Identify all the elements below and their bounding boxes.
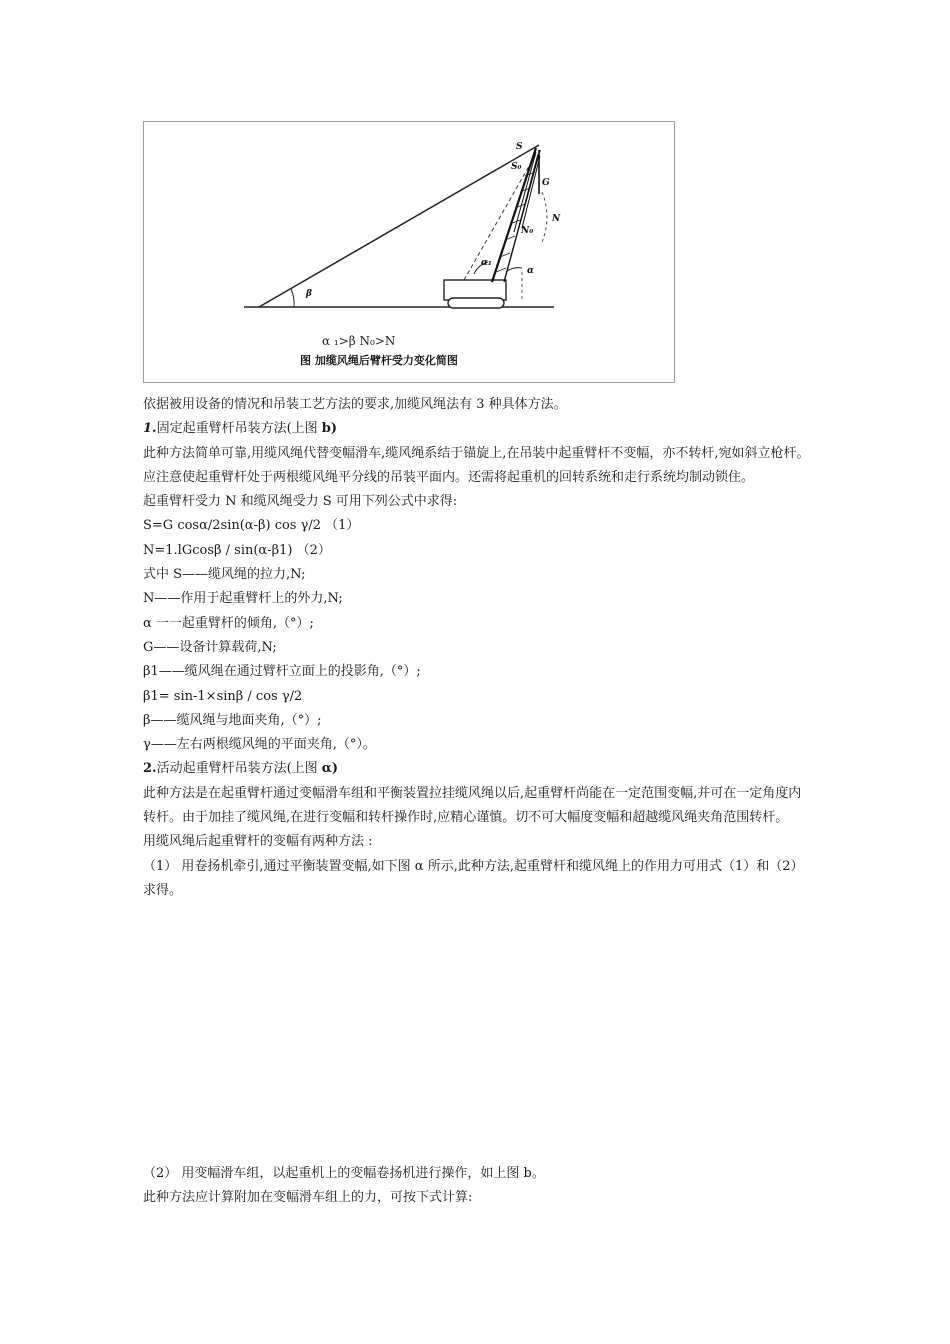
formula-beta1: β1= sin-1×sinβ / cos γ/2 <box>143 688 303 704</box>
definition-beta1: β1——缆风绳在通过臂杆立面上的投影角,（°）; <box>143 664 421 680</box>
paragraph-calc-intro: 此种方法应计算附加在变幅滑车组上的力，可按下式计算: <box>143 1190 473 1206</box>
heading-1-text: 固定起重臂杆吊装方法(上图 <box>156 421 322 437</box>
heading-1-close: ) <box>330 421 338 437</box>
paragraph-method-1: 此种方法简单可靠,用缆风绳代替变幅滑车,缆风绳系结于锚旋上,在吊装中起重臂杆不变幅，亦不转杆,宛如斜立枪杆。应注意使起重臂杆处于两根缆风绳平分线的吊装平面内。还需将起重机的回转系统和走行系统均制动锁住。 <box>143 445 810 485</box>
paragraph-luffing-2: （2） 用变幅滑车组，以起重机上的变幅卷扬机进行操作，如上图 b。 <box>143 1166 545 1181</box>
diagram-drawing <box>144 122 676 384</box>
crane-force-diagram <box>143 121 675 383</box>
paragraph-method-2: 此种方法是在起重臂杆通过变幅滑车组和平衡装置拉挂缆风绳以后,起重臂杆尚能在一定范围变幅,并可在一定角度内转杆。由于加挂了缆风绳,在进行变幅和转杆操作时,应精心谨慎。切不可大幅度变幅和超越缆风绳夹角范围转杆。 <box>143 785 802 826</box>
heading-2-number: 2. <box>143 761 157 777</box>
label-S: S <box>516 142 523 152</box>
heading-1-ref: b <box>321 421 331 437</box>
heading-1-number: 1. <box>143 421 157 437</box>
definition-G: G——设备计算载荷,N; <box>143 639 277 655</box>
figure-caption: 图 加缆风绳后臂杆受力变化简图 <box>300 354 458 367</box>
figure-relation-text: α ₁>β N₀>N <box>322 334 396 348</box>
label-alpha: α <box>527 266 534 276</box>
definition-N: N——作用于起重臂杆上的外力,N; <box>143 591 343 607</box>
definition-beta: β——缆风绳与地面夹角,（°）; <box>143 712 322 728</box>
document-body <box>143 393 811 903</box>
definition-alpha: α 一一起重臂杆的倾角,（°）; <box>143 615 314 631</box>
definition-gamma: γ——左右两根缆风绳的平面夹角,（°）。 <box>143 737 376 753</box>
section-heading-2 <box>143 757 811 781</box>
paragraph-luffing-intro: 用缆风绳后起重臂杆的变幅有两种方法 : <box>143 834 373 850</box>
crane-body <box>444 280 506 300</box>
label-alpha1: α₁ <box>481 258 492 268</box>
intro-paragraph: 依据被用设备的情况和吊装工艺方法的要求,加缆风绳法有 3 种具体方法。 <box>143 397 567 412</box>
definition-S: 式中 S——缆风绳的拉力,N; <box>143 567 306 583</box>
document-body-lower <box>143 1162 811 1211</box>
paragraph-luffing-1: （1） 用卷扬机牵引,通过平衡装置变幅,如下图 α 所示,此种方法,起重臂杆和缆风绳上的作用力可用式（1）和（2）求得。 <box>143 858 804 898</box>
label-S0: S₀ <box>511 162 522 172</box>
heading-2-close: ) <box>331 761 338 777</box>
label-N0: N₀ <box>521 226 534 236</box>
beta-arc <box>291 289 294 307</box>
heading-2-ref: α <box>321 761 332 777</box>
label-N: N <box>552 214 561 224</box>
section-heading-1 <box>143 417 811 441</box>
heading-2-text: 活动起重臂杆吊装方法(上图 <box>156 761 322 777</box>
label-beta: β <box>306 289 312 299</box>
paragraph-formula-intro: 起重臂杆受力 N 和缆风绳受力 S 可用下列公式中求得: <box>143 494 458 510</box>
formula-1: S=G cosα/2sin(α-β) cos γ/2 （1） <box>143 518 360 534</box>
formula-2: N=1.lGcosβ / sin(α-β1) （2） <box>143 542 331 558</box>
N-vector-path <box>542 192 547 242</box>
label-G: G <box>542 178 550 188</box>
crane-track <box>448 298 504 308</box>
